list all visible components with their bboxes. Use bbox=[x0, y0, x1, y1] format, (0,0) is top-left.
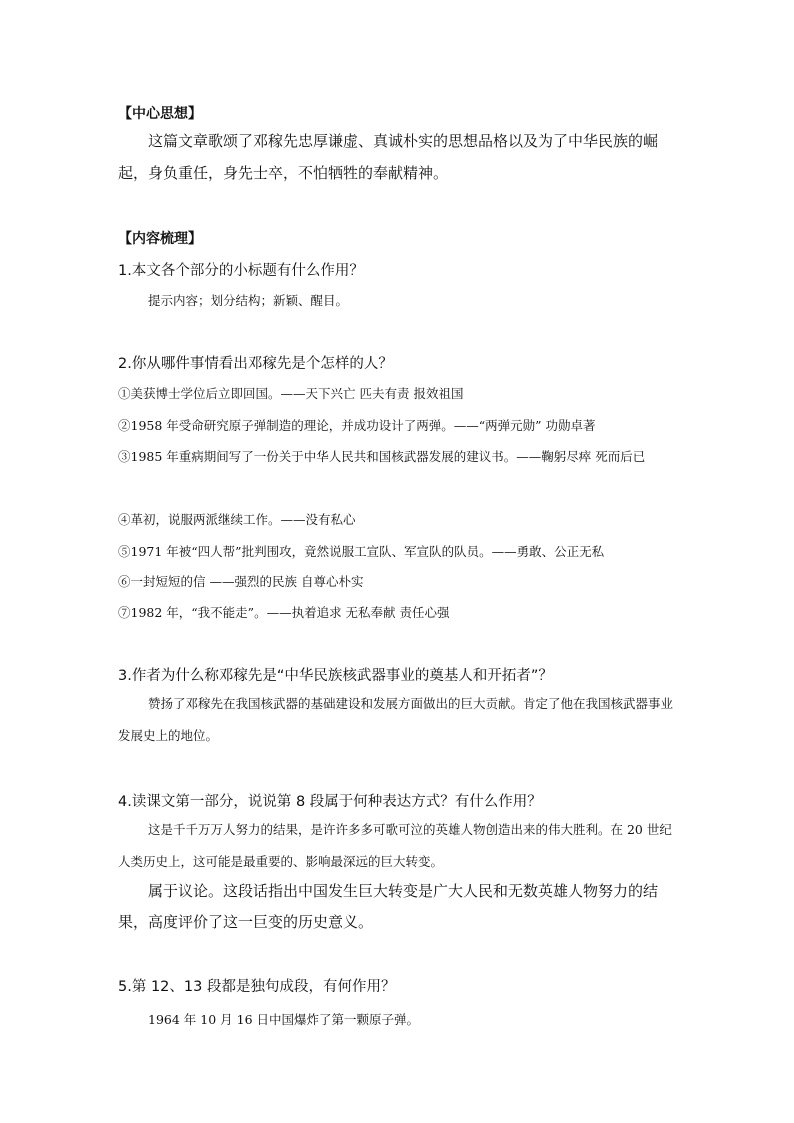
question-1: 1.本文各个部分的小标题有什么作用？ bbox=[118, 263, 364, 279]
list-item: ③1985 年重病期间写了一份关于中华人民共和国核武器发展的建议书。——鞠躬尽瘁 死而后已 bbox=[118, 449, 646, 464]
list-item: ④革初，说服两派继续工作。——没有私心 bbox=[118, 512, 356, 527]
quote-5: 1964 年 10 月 16 日中国爆炸了第一颗原子弹。 bbox=[148, 1012, 419, 1027]
question-3: 3.作者为什么称邓稼先是“中华民族核武器事业的奠基人和开拓者”？ bbox=[118, 668, 553, 684]
answer-4: 属于议论。这段话指出中国发生巨大转变是广大人民和无数英雄人物努力的结果，高度评价了这一巨变的历史意义。 bbox=[118, 882, 659, 931]
list-item: ②1958 年受命研究原子弹制造的理论，并成功设计了两弹。——“两弹元勋” 功勋卓著 bbox=[118, 418, 596, 433]
list-item: ①美获博士学位后立即回国。——天下兴亡 匹夫有责 报效祖国 bbox=[118, 386, 464, 401]
central-idea-paragraph: 这篇文章歌颂了邓稼先忠厚谦虚、真诚朴实的思想品格以及为了中华民族的崛起，身负重任，身先士卒，不怕牺牲的奉献精神。 bbox=[118, 132, 659, 182]
question-4: 4.读课文第一部分，说说第 8 段属于何种表达方式？有什么作用？ bbox=[118, 794, 542, 810]
question-2: 2.你从哪件事情看出邓稼先是个怎样的人？ bbox=[118, 356, 393, 372]
list-item: ⑥一封短短的信 ——强烈的民族 自尊心朴实 bbox=[118, 574, 364, 589]
answer-3: 赞扬了邓稼先在我国核武器的基础建设和发展方面做出的巨大贡献。肯定了他在我国核武器事业发展史上的地位。 bbox=[118, 696, 674, 743]
list-item: ⑦1982 年，“我不能走”。——执着追求 无私奉献 责任心强 bbox=[118, 605, 450, 620]
quote-4: 这是千千万万人努力的结果，是许许多多可歌可泣的英雄人物创造出来的伟大胜利。在 20 世纪人类历史上，这可能是最重要的、影响最深远的巨大转变。 bbox=[118, 822, 672, 869]
question-5: 5.第 12、13 段都是独句成段，有何作用？ bbox=[118, 979, 396, 995]
answer-1: 提示内容；划分结构；新颖、醒目。 bbox=[148, 293, 349, 308]
central-idea-heading: 【中心思想】 bbox=[118, 106, 202, 122]
content-outline-heading: 【内容梳理】 bbox=[118, 231, 202, 247]
list-item: ⑤1971 年被“四人帮”批判围攻，竟然说服工宣队、军宣队的队员。——勇敢、公正无私 bbox=[118, 544, 605, 559]
